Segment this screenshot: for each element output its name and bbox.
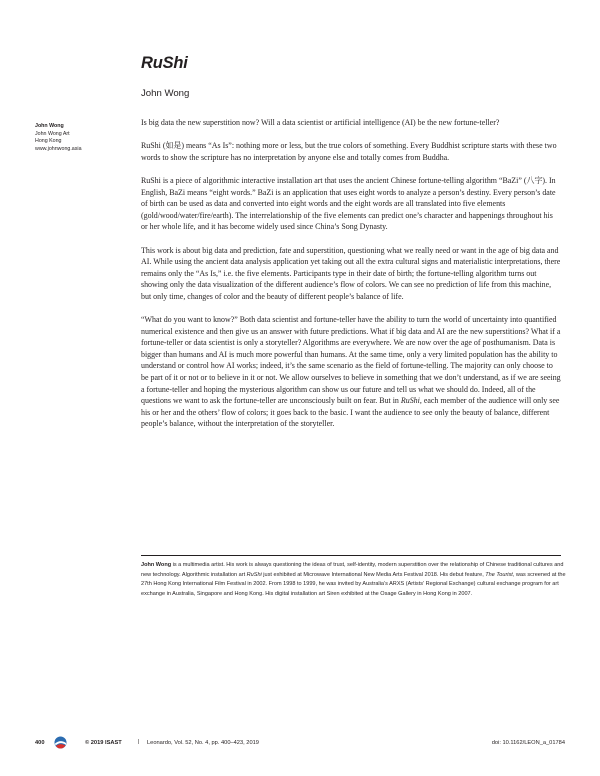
bio-divider bbox=[141, 555, 561, 556]
bio-text: , was screened at the 27th Hong Kong International Film Festival in 2002. From 1998 to 1999, he was invited by Australia’s ARXS (Artists’ Regional Exchange) cultural exchange program for art exchange in Australia, Singapore and Hong Kong. His digital installation art Siren exhibited at the Osage Gallery in Hong Kong in 2007. bbox=[141, 571, 566, 597]
page-footer bbox=[35, 736, 565, 750]
paragraph-bazi: RuShi is a piece of algorithmic interactive installation art that uses the ancient Chinese fortune-telling algorithm “BaZi” (八字). In English, BaZi means “eight words.” BaZi is an application that uses eight words to analyze a person’s destiny. Every person’s date of birth can be used as data and converted into eight words and the eight words are all translated into five elements (gold/wood/water/fire/earth). The interrelationship of the five elements can predict one’s character and happenings throughout his or her whole life, and it has become widely used since China’s Song Dynasty. bbox=[141, 175, 556, 232]
isast-logo-icon bbox=[54, 736, 67, 749]
bio-italic-title: RuShi bbox=[246, 571, 262, 578]
author-sidebar bbox=[35, 123, 130, 154]
bio-author-name: John Wong bbox=[141, 562, 172, 568]
paragraph-big-data: This work is about big data and prediction, fate and superstition, questioning what we really need or want in the age of big data and AI. While using the ancient data analysis application yet taking out all the extra cultural signs and materialistic interpretations, there remains only the “As Is,” i.e. the five elements. Participants type in their date of birth; the fortune-telling algorithm turns out showing only the data visualization of the different audience’s flow of colors. We can see no prediction of life from this machine, but only time, changes of color and the beauty of different people’s balance of life. bbox=[141, 245, 561, 301]
bio-text: is a multimedia artist. His work is always questioning the ideas of trust, self-identity, modern superstition over the relationship of Chinese traditional cultures and new technology. Algorithmic installation art bbox=[141, 562, 564, 578]
footer-separator: | bbox=[138, 739, 140, 745]
paragraph-fortune-teller bbox=[141, 314, 561, 430]
sidebar-author-name: John Wong bbox=[35, 123, 64, 129]
bio-italic-title: The Tourist bbox=[485, 571, 513, 578]
paragraph-text: , each member of the audience will only see his or her and the others’ flow of colors; it goes back to the basic. I want the audience to see only the beauty of balance, different people’s balance, without the interpretation of the storyteller. bbox=[141, 396, 560, 429]
paragraph-text: “What do you want to know?” Both data scientist and fortune-teller have the ability to turn the world of uncertainty into quantified numerical existence and then give us an answer with future predictions. What if big data and AI are the new superstitions? What if a fortune-teller or data scientist is only a storyteller? Algorithms are everywhere. We are now over the age of posthumanism. Data is bigger than humans and AI is much more powerful than humans. At the same time, only a very limited population has the ability to understand or control how AI works; indeed, it’s the same scenario as the field of fortune-telling. The majority can only choose to be part of it or not or to believe in it or not. We allow ourselves to believe in something that we don’t understand, as if we are seeing a fortune-teller and hoping the mysterious algorithm can show us our future and tell us what we should do. Indeed, all of the questions we want to ask the fortune-teller are unconsciously built on fear. But in bbox=[141, 315, 561, 406]
sidebar-website: www.johnwong.asia bbox=[35, 146, 82, 153]
doi: doi: 10.1162/LEON_a_01784 bbox=[491, 740, 565, 746]
paragraph-rushi-meaning: RuShi (如是) means “As Is”: nothing more or less, but the true colors of something. Every Buddhist scripture starts with these two words to show the scripture has no interpretation by anyone else and totally comes from Buddha. bbox=[141, 141, 557, 162]
article-body bbox=[141, 117, 561, 442]
sidebar-affiliation: John Wong Art bbox=[35, 130, 70, 137]
copyright: © 2019 ISAST bbox=[85, 740, 122, 746]
paragraph-intro: Is big data the new superstition now? Will a data scientist or artificial intelligence (AI) be the new fortune-teller? bbox=[141, 118, 500, 127]
page-number: 400 bbox=[35, 740, 45, 746]
author-bio bbox=[141, 561, 566, 599]
paragraph-italic-title: RuShi bbox=[400, 396, 420, 406]
article-title: RuShi bbox=[141, 54, 188, 72]
sidebar-location: Hong Kong bbox=[35, 138, 62, 145]
article-author: John Wong bbox=[141, 88, 190, 99]
journal-citation: Leonardo, Vol. 52, No. 4, pp. 400–423, 2019 bbox=[147, 740, 259, 746]
bio-text: just exhibited at Microwave International New Media Arts Festival 2018. His debut feature, bbox=[261, 571, 486, 578]
